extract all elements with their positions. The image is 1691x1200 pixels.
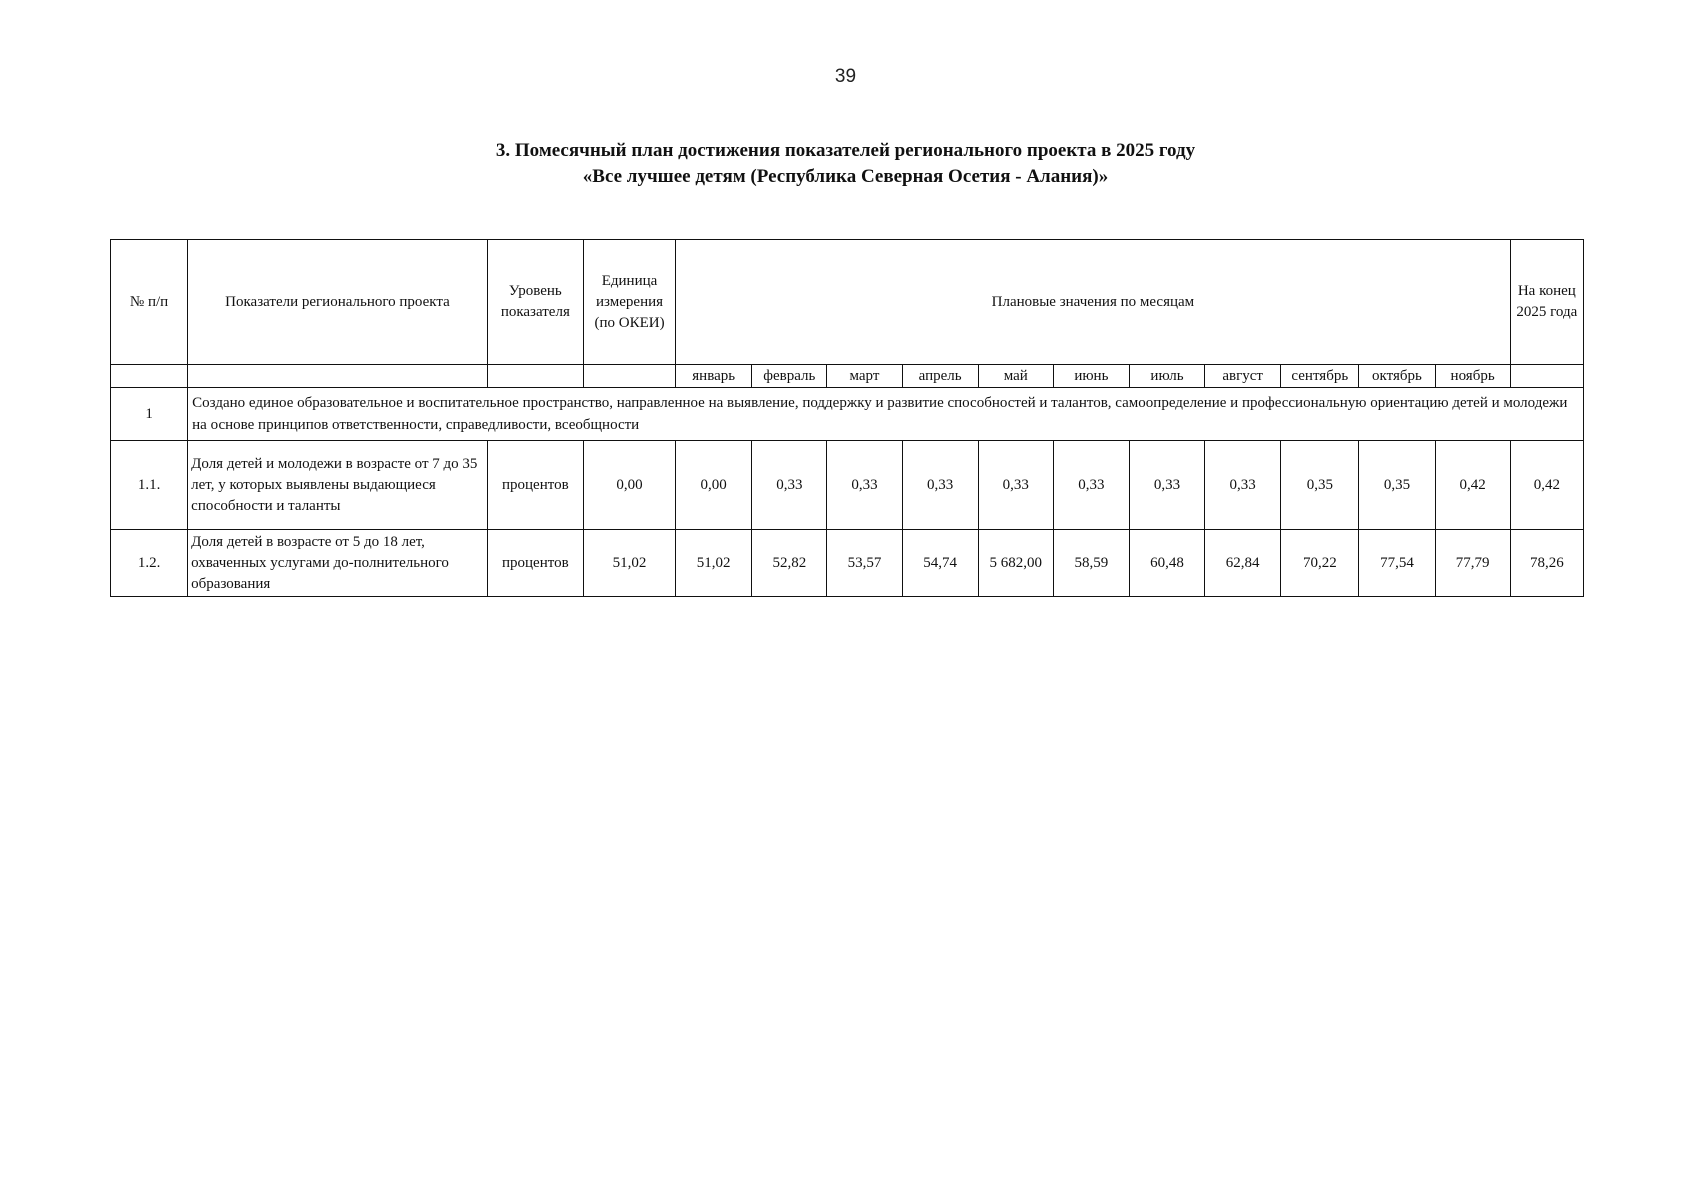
months-row [111,365,1584,388]
row-month-value: 54,74 [902,530,978,597]
row-month-value: 0,33 [827,441,902,530]
months-row-empty [111,365,188,388]
document-title [0,138,1691,190]
row-month-value: 51,02 [676,530,752,597]
section-text: Создано единое образовательное и воспитательное пространство, направленное на выявление, поддержку и развитие способностей и талантов, самоопределение и профессиональную ориентацию детей и молодежи на основе принципов ответственности, справедливости, всеобщности [188,388,1584,441]
row-month-value: 0,33 [1205,441,1281,530]
title-line-1: 3. Помесячный план достижения показателей регионального проекта в 2025 году [495,140,1196,161]
section-number: 1 [111,388,188,441]
months-row-empty [1510,365,1583,388]
months-row-empty [583,365,675,388]
row-month-value: 60,48 [1129,530,1204,597]
month-header: март [827,365,902,388]
row-month-value: 77,54 [1359,530,1435,597]
month-header: август [1205,365,1281,388]
month-header: апрель [902,365,978,388]
row-month-value: 52,82 [752,530,827,597]
row-month-value: 53,57 [827,530,902,597]
row-number: 1.1. [111,441,188,530]
row-month-value: 5 682,00 [978,530,1053,597]
indicators-table [110,239,1584,597]
table-row [111,530,1584,597]
month-header: сентябрь [1281,365,1359,388]
month-header: май [978,365,1053,388]
row-month-value: 0,33 [978,441,1053,530]
row-month-value: 70,22 [1281,530,1359,597]
row-month-value: 0,33 [752,441,827,530]
row-base-value: 0,00 [583,441,675,530]
row-month-value: 0,00 [676,441,752,530]
row-base-value: 51,02 [583,530,675,597]
row-number: 1.2. [111,530,188,597]
header-end-of-year: На конец 2025 года [1510,240,1583,365]
row-end-value: 78,26 [1510,530,1583,597]
month-header: февраль [752,365,827,388]
table-row [111,441,1584,530]
indicators-table-container [110,239,1584,597]
header-planned-values: Плановые значения по месяцам [676,240,1511,365]
row-month-value: 77,79 [1435,530,1510,597]
row-month-value: 62,84 [1205,530,1281,597]
row-month-value: 0,42 [1435,441,1510,530]
header-row [111,240,1584,365]
section-row [111,388,1584,441]
row-indicator-name: Доля детей и молодежи в возрасте от 7 до 35 лет, у которых выявлены выдающиеся способности и таланты [188,441,488,530]
row-indicator-name: Доля детей в возрасте от 5 до 18 лет, охваченных услугами до-полнительного образования [188,530,488,597]
page-number: 39 [834,66,857,87]
month-header: июнь [1053,365,1129,388]
row-month-value: 0,35 [1281,441,1359,530]
month-header: июль [1129,365,1204,388]
row-month-value: 0,33 [1129,441,1204,530]
row-month-value: 0,35 [1359,441,1435,530]
row-month-value: 0,33 [902,441,978,530]
row-month-value: 0,33 [1053,441,1129,530]
month-header: ноябрь [1435,365,1510,388]
months-row-empty [487,365,583,388]
title-line-2: «Все лучшее детям (Республика Северная Осетия - Алания)» [582,166,1109,187]
header-unit: Единица измерения (по ОКЕИ) [583,240,675,365]
row-end-value: 0,42 [1510,441,1583,530]
row-month-value: 58,59 [1053,530,1129,597]
row-level: процентов [487,441,583,530]
month-header: октябрь [1359,365,1435,388]
header-indicator: Показатели регионального проекта [188,240,488,365]
header-number: № п/п [111,240,188,365]
row-level: процентов [487,530,583,597]
header-level: Уровень показателя [487,240,583,365]
months-row-empty [188,365,488,388]
month-header: январь [676,365,752,388]
